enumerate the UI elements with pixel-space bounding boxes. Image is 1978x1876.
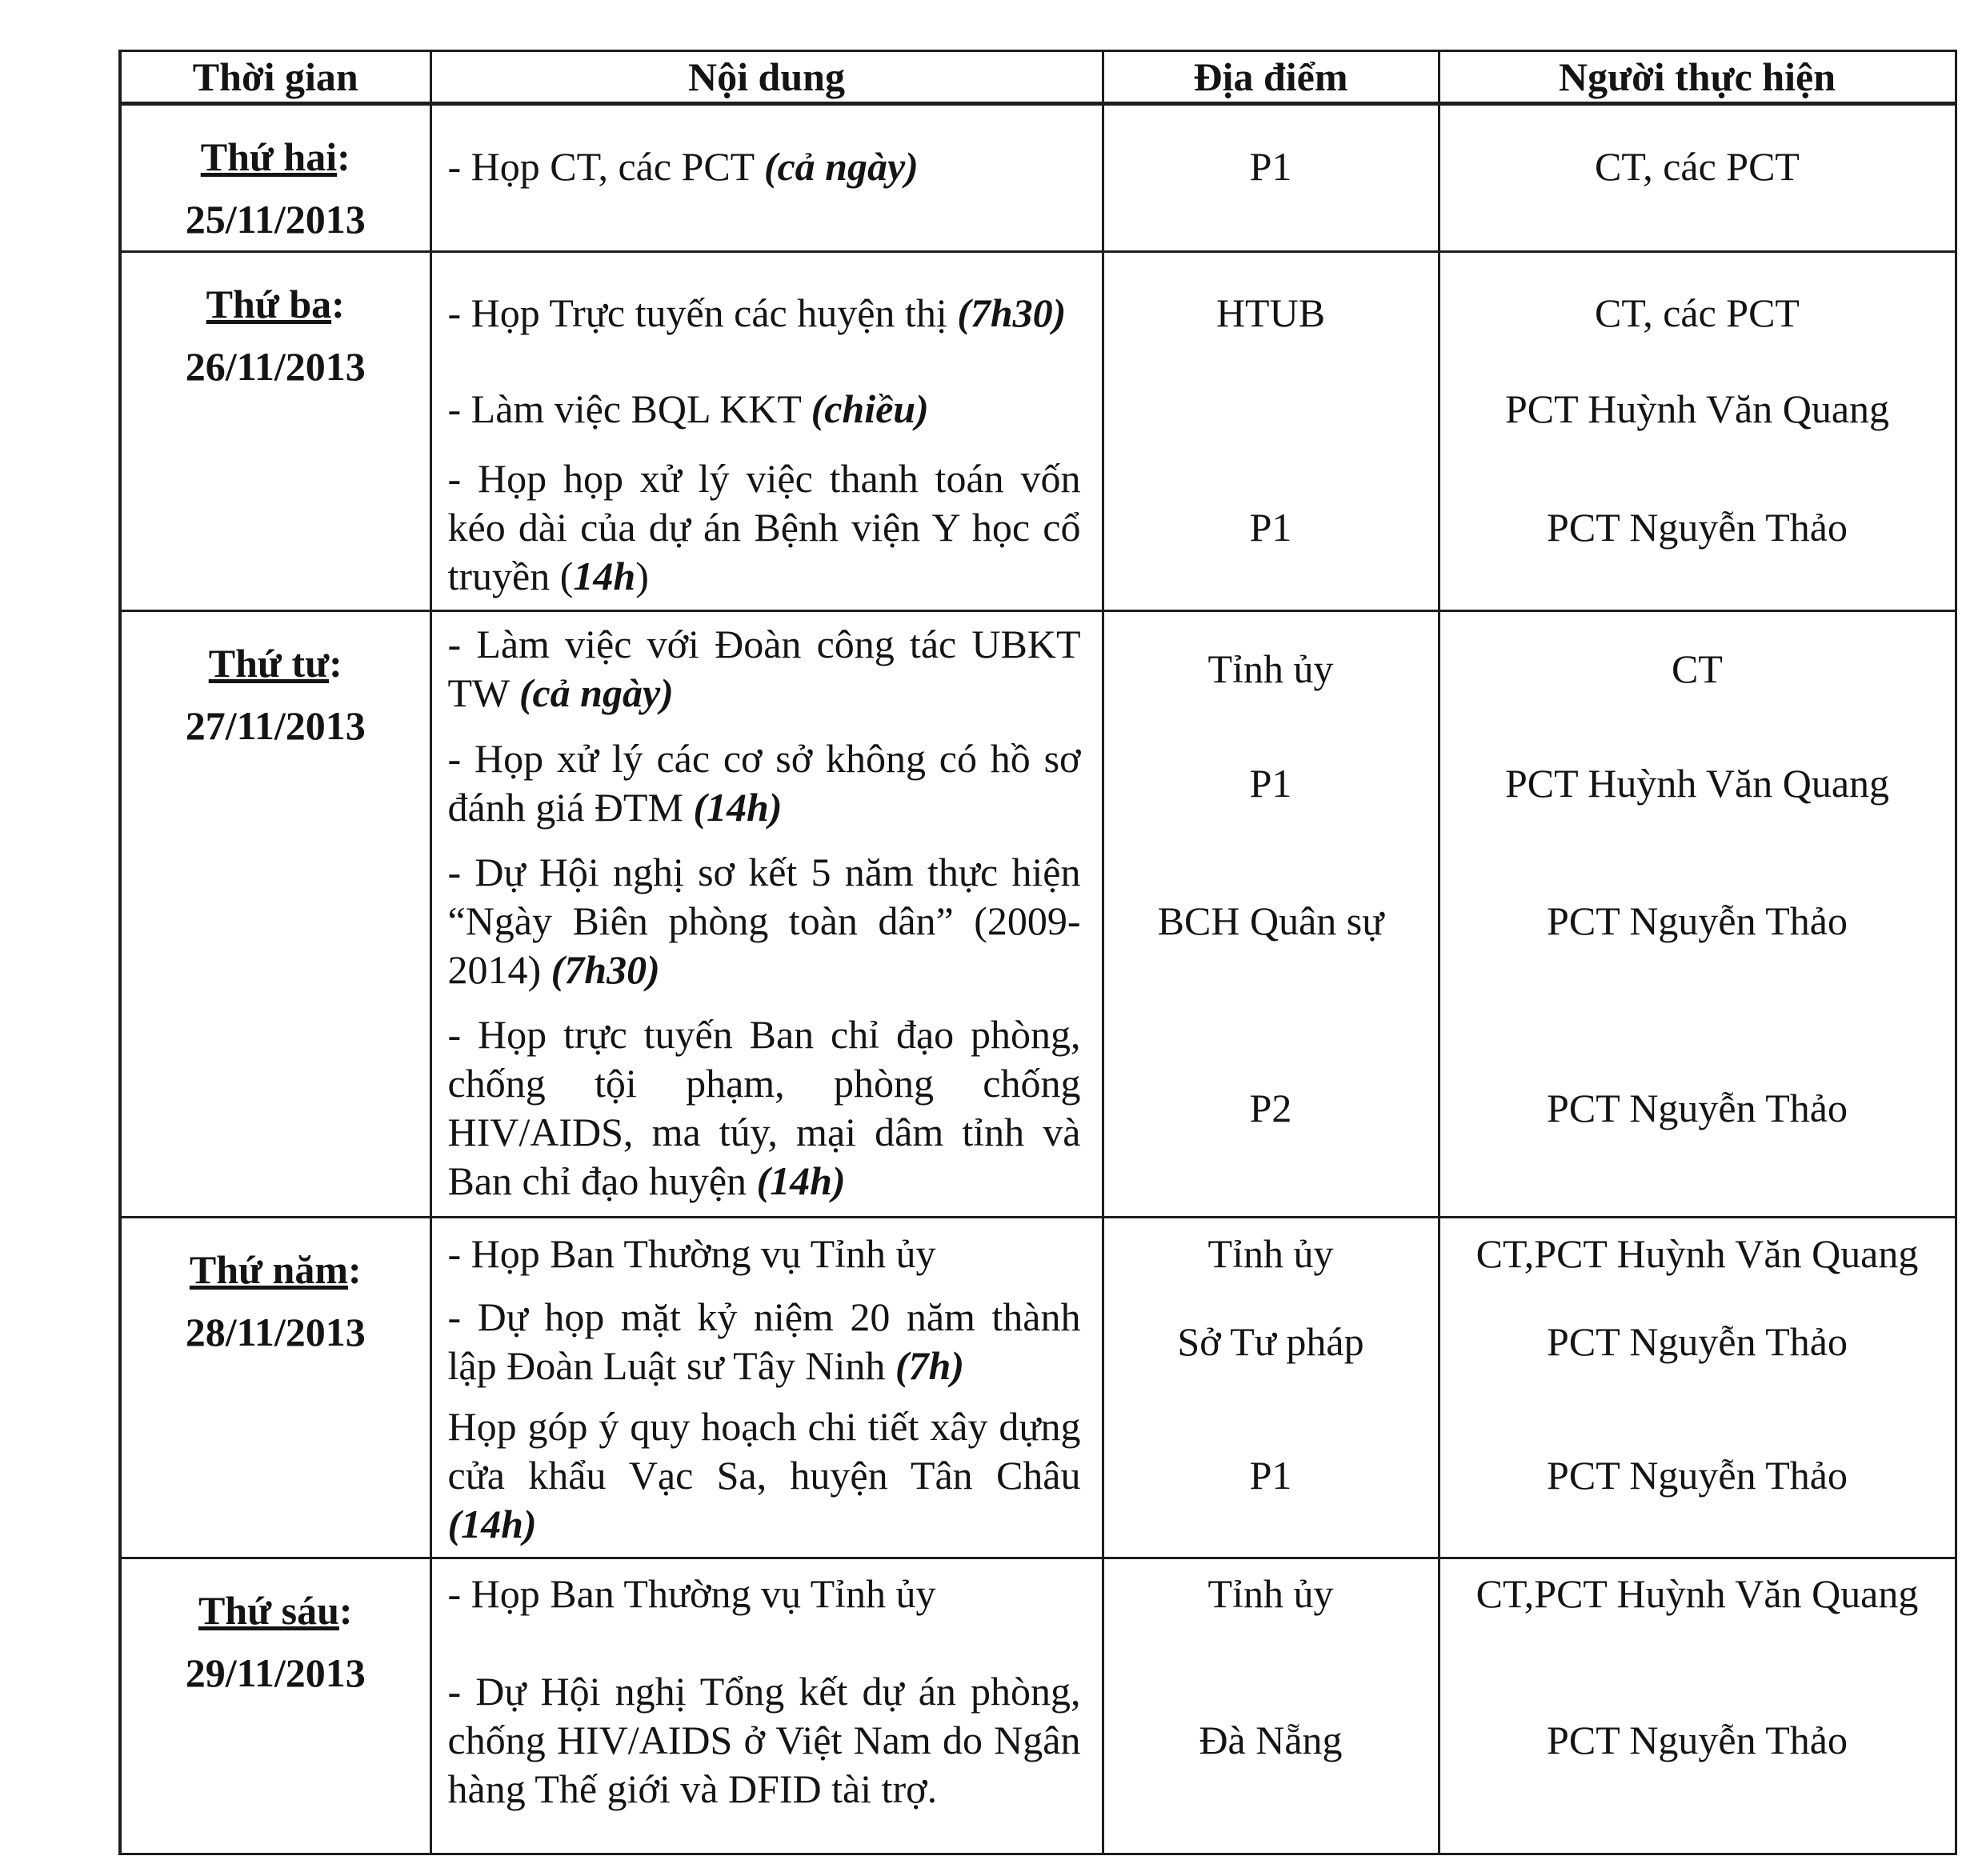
item-content: - Làm việc BQL KKT	[447, 386, 811, 431]
day-row-friday	[120, 1558, 1956, 1854]
person-cell	[1439, 611, 1956, 1218]
item-person: PCT Nguyễn Thảo	[1547, 898, 1848, 943]
item-person: CT,PCT Huỳnh Văn Quang	[1475, 1570, 1919, 1616]
item-time: (7h)	[895, 1343, 965, 1388]
list-item	[432, 253, 1102, 373]
item-location	[1104, 373, 1438, 445]
item-content: - Họp CT, các PCT	[447, 143, 764, 189]
item-person: CT, các PCT	[1595, 290, 1800, 335]
item-person: CT, các PCT	[1595, 143, 1800, 189]
item-time: (14h)	[693, 785, 783, 830]
item-location: Tỉnh ủy	[1207, 1570, 1334, 1616]
day-row-monday	[120, 104, 1956, 252]
day-row-tuesday	[120, 252, 1956, 611]
weekday: Thứ sáu	[198, 1588, 339, 1633]
list-item	[432, 1559, 1102, 1628]
content-cell	[430, 104, 1103, 252]
location-cell	[1103, 104, 1439, 252]
item-content: - Họp xử lý các cơ sở không có hồ sơ đánh giá ĐTM	[447, 736, 1081, 830]
item-location: P2	[1249, 1085, 1292, 1130]
item-content: - Làm việc với Đoàn công tác UBKT TW	[447, 622, 1081, 715]
item-content: - Họp Ban Thường vụ Tỉnh ủy	[447, 1570, 936, 1616]
item-time: 14h	[573, 553, 636, 598]
list-item	[432, 841, 1102, 1001]
item-location: P1	[1249, 1453, 1292, 1498]
date: 28/11/2013	[185, 1309, 366, 1354]
header-row	[120, 51, 1956, 104]
list-item	[432, 612, 1102, 726]
item-location: P1	[1249, 143, 1292, 189]
list-item	[432, 1218, 1102, 1289]
list-item	[432, 726, 1102, 841]
item-person: CT,PCT Huỳnh Văn Quang	[1475, 1230, 1919, 1276]
location-cell	[1103, 1218, 1439, 1558]
item-location: P1	[1249, 760, 1292, 806]
weekday: Thứ tư	[208, 641, 330, 686]
item-person: CT	[1672, 646, 1723, 691]
list-item	[432, 1001, 1102, 1215]
item-person: PCT Huỳnh Văn Quang	[1504, 760, 1890, 806]
person-cell	[1439, 1558, 1956, 1854]
location-cell	[1103, 252, 1439, 611]
schedule-table	[118, 50, 1957, 1855]
item-person: PCT Nguyễn Thảo	[1547, 1718, 1848, 1762]
day-cell: Thứ ba: 26/11/2013	[120, 252, 430, 611]
item-location: HTUB	[1215, 290, 1326, 335]
weekday: Thứ năm	[189, 1247, 348, 1292]
item-location: P1	[1249, 504, 1292, 550]
item-content: - Dự Hội nghị Tổng kết dự án phòng, chống HIV/AIDS ở Việt Nam do Ngân hàng Thế giới và DFID tài trợ.	[447, 1669, 1081, 1811]
list-item	[432, 1289, 1102, 1394]
person-cell	[1439, 252, 1956, 611]
day-row-wednesday	[120, 611, 1956, 1218]
item-time: (7h30)	[957, 290, 1067, 335]
content-cell	[430, 611, 1103, 1218]
item-time: (14h)	[756, 1158, 846, 1203]
content-cell	[430, 252, 1103, 611]
item-content: Họp góp ý quy hoạch chi tiết xây dựng cửa khẩu Vạc Sa, huyện Tân Châu	[447, 1404, 1081, 1498]
header-content: Nội dung	[430, 51, 1103, 104]
date: 29/11/2013	[185, 1650, 366, 1695]
item-location: Sở Tư pháp	[1177, 1318, 1364, 1364]
header-person: Người thực hiện	[1439, 51, 1956, 104]
location-cell	[1103, 1558, 1439, 1854]
item-time: (7h30)	[551, 946, 660, 992]
item-location: BCH Quân sự	[1157, 898, 1384, 943]
list-item	[432, 1394, 1102, 1557]
item-time: (14h)	[447, 1502, 537, 1546]
item-content: - Dự họp mặt kỷ niệm 20 năm thành lập Đoàn Luật sư Tây Ninh	[447, 1294, 1081, 1388]
item-person: PCT Nguyễn Thảo	[1547, 1453, 1848, 1498]
day-cell: Thứ năm: 28/11/2013	[120, 1218, 430, 1558]
location-cell	[1103, 611, 1439, 1218]
item-content: - Dự Hội nghị sơ kết 5 năm thực hiện “Ngày Biên phòng toàn dân” (2009-2014)	[447, 849, 1081, 992]
item-time: (cả ngày)	[519, 670, 674, 715]
list-item	[432, 106, 1102, 227]
item-content: - Họp Trực tuyến các huyện thị	[447, 290, 958, 335]
day-row-thursday	[120, 1218, 1956, 1558]
weekday: Thứ hai	[200, 134, 338, 179]
day-cell: Thứ tư: 27/11/2013	[120, 611, 430, 1218]
item-content: - Họp Ban Thường vụ Tỉnh ủy	[447, 1230, 936, 1276]
person-cell	[1439, 1218, 1956, 1558]
item-location: Tỉnh ủy	[1207, 1230, 1334, 1276]
day-cell: Thứ sáu: 29/11/2013	[120, 1558, 430, 1854]
content-cell	[430, 1558, 1103, 1854]
date: 26/11/2013	[185, 343, 366, 389]
day-cell: Thứ hai: 25/11/2013	[120, 104, 430, 252]
list-item	[432, 1628, 1102, 1853]
item-person: PCT Nguyễn Thảo	[1547, 504, 1848, 550]
item-content: - Họp trực tuyến Ban chỉ đạo phòng, chống tội phạm, phòng chống HIV/AIDS, ma túy, mại dâm tỉnh và Ban chỉ đạo huyện	[447, 1012, 1081, 1203]
header-location: Địa điểm	[1103, 51, 1439, 104]
content-cell	[430, 1218, 1103, 1558]
date: 25/11/2013	[185, 196, 366, 242]
item-person: PCT Nguyễn Thảo	[1547, 1318, 1848, 1364]
weekday: Thứ ba	[206, 282, 332, 326]
item-content-after: )	[635, 553, 649, 598]
list-item	[432, 445, 1102, 610]
item-time: (chiều)	[811, 386, 929, 431]
item-content: - Họp họp xử lý việc thanh toán vốn kéo dài của dự án Bệnh viện Y học cổ truyền (	[447, 455, 1081, 598]
date: 27/11/2013	[185, 702, 366, 748]
list-item	[432, 373, 1102, 445]
item-location: Đà Nẵng	[1199, 1718, 1343, 1762]
item-person: PCT Huỳnh Văn Quang	[1504, 386, 1890, 431]
item-time: (cả ngày)	[763, 143, 919, 189]
item-person: PCT Nguyễn Thảo	[1547, 1085, 1848, 1130]
item-location: Tỉnh ủy	[1207, 646, 1334, 691]
person-cell	[1439, 104, 1956, 252]
header-time: Thời gian	[120, 51, 430, 104]
